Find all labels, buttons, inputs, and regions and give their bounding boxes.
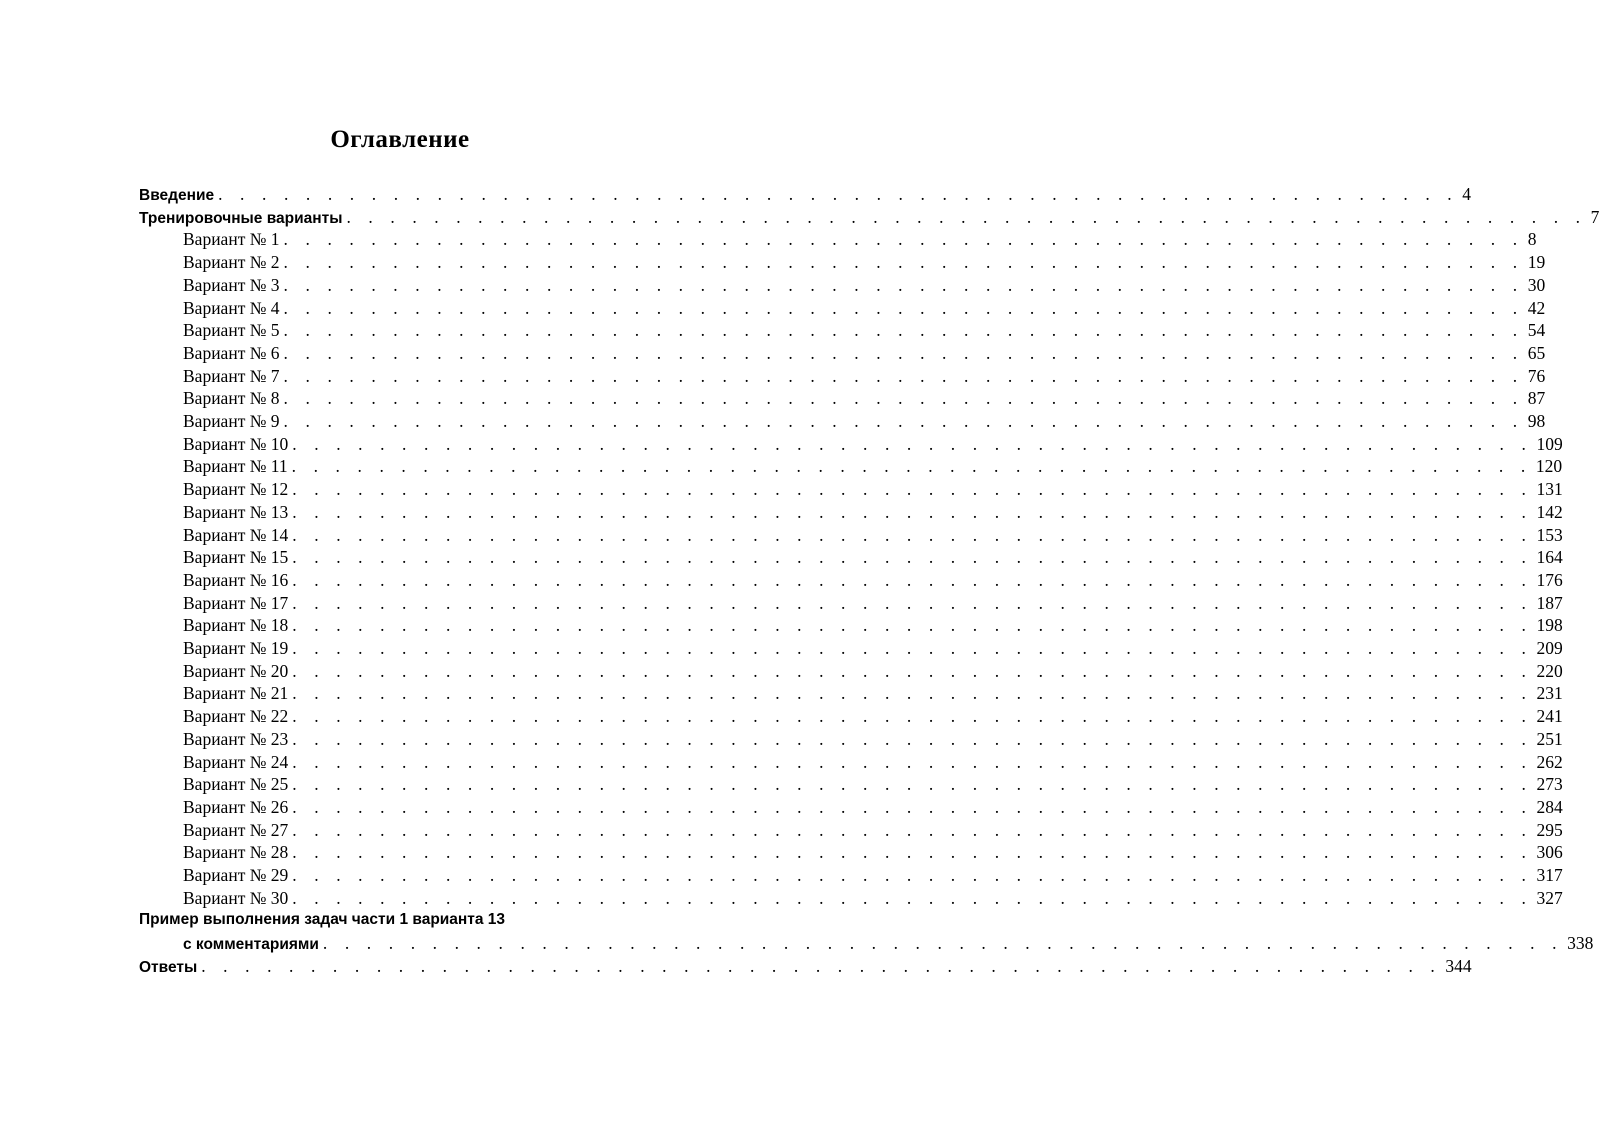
toc-entry-label: Вариант № 7 <box>183 365 280 386</box>
toc-entry-variant[interactable] <box>183 365 1546 388</box>
toc-entry-label: Вариант № 19 <box>183 638 289 658</box>
toc-entry-variant[interactable] <box>183 751 1563 774</box>
toc-entry-page: 187 <box>1536 592 1563 613</box>
toc-entry-variant[interactable] <box>183 569 1563 592</box>
toc-entry-page: 251 <box>1536 728 1563 749</box>
toc-entry-variant[interactable] <box>183 864 1563 887</box>
dot-leader: . . . . . . . . . . . . . . . . . . . . . . . . . . . . . . . . . . . . . . . . . . . . . . . . . . . . . . . . . <box>292 524 1533 545</box>
toc-entry-label: Вариант № 16 <box>183 569 289 590</box>
toc-entry-page: 198 <box>1536 615 1563 636</box>
page-title: Оглавление <box>330 126 470 153</box>
toc-entry-page: 327 <box>1536 887 1563 908</box>
toc-entry-variant[interactable] <box>183 274 1546 297</box>
toc-entry-variant[interactable] <box>183 501 1563 524</box>
toc-entry-page: 109 <box>1536 433 1563 454</box>
dot-leader: . . . . . . . . . . . . . . . . . . . . . . . . . . . . . . . . . . . . . . . . . . . . . . . . . . . . . . . . . <box>283 365 1524 386</box>
dot-leader: . . . . . . . . . . . . . . . . . . . . . . . . . . . . . . . . . . . . . . . . . . . . . . . . . . . . . . . . . <box>292 751 1533 772</box>
dot-leader: . . . . . . . . . . . . . . . . . . . . . . . . . . . . . . . . . . . . . . . . . . . . . . . . . . . . . . . . . <box>292 728 1533 749</box>
toc-entry-label: Вариант № 14 <box>183 524 289 545</box>
toc-entry-page: 273 <box>1536 774 1563 795</box>
toc-entry-variant[interactable] <box>183 637 1563 660</box>
toc-entry-label: Вариант № 12 <box>183 479 289 500</box>
toc-entry-label: Вариант № 29 <box>183 865 289 885</box>
toc-entry-label: Вариант № 26 <box>183 796 289 817</box>
toc-entry-example[interactable] <box>183 932 1594 955</box>
toc-entry-label: Ответы <box>139 958 198 976</box>
dot-leader: . . . . . . . . . . . . . . . . . . . . . . . . . . . . . . . . . . . . . . . . . . . . . . . . . . . . . . . . . <box>218 184 1459 204</box>
toc-entry-page: 98 <box>1527 411 1546 431</box>
toc-entry-variant[interactable] <box>183 887 1563 910</box>
toc-entry-label: Вариант № 23 <box>183 728 289 749</box>
toc-entry-variant[interactable] <box>183 297 1546 320</box>
toc-entry-introduction[interactable] <box>139 183 1472 206</box>
toc-entry-page: 42 <box>1527 297 1546 318</box>
toc-entry-label: Вариант № 10 <box>183 433 289 454</box>
dot-leader: . . . . . . . . . . . . . . . . . . . . . . . . . . . . . . . . . . . . . . . . . . . . . . . . . . . . . . . . . <box>292 887 1533 908</box>
dot-leader: . . . . . . . . . . . . . . . . . . . . . . . . . . . . . . . . . . . . . . . . . . . . . . . . . . . . . . . . . <box>283 411 1524 431</box>
toc-entry-page: 65 <box>1527 342 1546 363</box>
toc-entry-page: 306 <box>1536 842 1563 863</box>
toc-entry-variant[interactable] <box>183 614 1563 637</box>
toc-entry-variant[interactable] <box>183 387 1546 410</box>
dot-leader: . . . . . . . . . . . . . . . . . . . . . . . . . . . . . . . . . . . . . . . . . . . . . . . . . . . . . . . . . <box>283 252 1524 273</box>
toc-entry-label: Вариант № 1 <box>183 229 280 250</box>
toc-entry-variant[interactable] <box>183 524 1563 547</box>
toc-entry-page: 262 <box>1536 751 1563 772</box>
dot-leader: . . . . . . . . . . . . . . . . . . . . . . . . . . . . . . . . . . . . . . . . . . . . . . . . . . . . . . . . . <box>292 683 1533 704</box>
toc-entry-page: 295 <box>1536 819 1563 840</box>
dot-leader: . . . . . . . . . . . . . . . . . . . . . . . . . . . . . . . . . . . . . . . . . . . . . . . . . . . . . . . . . <box>292 865 1533 885</box>
toc-entry-label: Вариант № 9 <box>183 411 280 431</box>
toc-entry-label: Вариант № 21 <box>183 683 289 704</box>
toc-entry-label: Вариант № 27 <box>183 819 289 840</box>
toc-entry-variant[interactable] <box>183 773 1563 796</box>
dot-leader: . . . . . . . . . . . . . . . . . . . . . . . . . . . . . . . . . . . . . . . . . . . . . . . . . . . . . . . . . <box>292 433 1533 454</box>
dot-leader: . . . . . . . . . . . . . . . . . . . . . . . . . . . . . . . . . . . . . . . . . . . . . . . . . . . . . . . . . <box>292 592 1533 613</box>
toc-entry-label: Вариант № 11 <box>183 456 288 477</box>
dot-leader: . . . . . . . . . . . . . . . . . . . . . . . . . . . . . . . . . . . . . . . . . . . . . . . . . . . . . . . . . <box>283 297 1524 318</box>
toc-entry-label: Вариант № 8 <box>183 388 280 409</box>
toc-entry-page: 30 <box>1527 274 1546 295</box>
toc-entry-label: Вариант № 20 <box>183 660 289 681</box>
toc-entry-page: 231 <box>1536 683 1563 704</box>
dot-leader: . . . . . . . . . . . . . . . . . . . . . . . . . . . . . . . . . . . . . . . . . . . . . . . . . . . . . . . . . <box>283 388 1524 409</box>
toc-entry-label: с комментариями <box>183 936 319 954</box>
toc-entry-page: 176 <box>1536 569 1563 590</box>
dot-leader: . . . . . . . . . . . . . . . . . . . . . . . . . . . . . . . . . . . . . . . . . . . . . . . . . . . . . . . . . <box>283 320 1524 341</box>
toc-entry-label: Вариант № 2 <box>183 252 280 273</box>
toc-entry-page: 344 <box>1445 955 1472 976</box>
toc-entry-label: Вариант № 15 <box>183 547 289 568</box>
toc-entry-page: 87 <box>1527 388 1546 409</box>
toc-entry-example-line1[interactable]: Пример выполнения задач части 1 варианта 13 <box>139 911 506 929</box>
toc-entry-label: Вариант № 28 <box>183 842 289 863</box>
toc-entry-label: Вариант № 3 <box>183 274 280 295</box>
toc-entry-variant[interactable] <box>183 728 1563 751</box>
toc-entry-variant[interactable] <box>183 546 1563 569</box>
toc-entry-label: Вариант № 13 <box>183 501 289 522</box>
dot-leader: . . . . . . . . . . . . . . . . . . . . . . . . . . . . . . . . . . . . . . . . . . . . . . . . . . . . . . . . . <box>292 660 1533 681</box>
toc-entry-variant[interactable] <box>183 819 1563 842</box>
dot-leader: . . . . . . . . . . . . . . . . . . . . . . . . . . . . . . . . . . . . . . . . . . . . . . . . . . . . . . . . . <box>201 955 1442 976</box>
toc-entry-variant[interactable] <box>183 455 1563 478</box>
toc-entry-variant[interactable] <box>183 433 1563 456</box>
toc-entry-label: Вариант № 5 <box>183 320 280 341</box>
toc-entry-label: Вариант № 30 <box>183 887 289 908</box>
dot-leader: . . . . . . . . . . . . . . . . . . . . . . . . . . . . . . . . . . . . . . . . . . . . . . . . . . . . . . . . . <box>292 615 1533 636</box>
toc-entry-label: Вариант № 18 <box>183 615 289 636</box>
dot-leader: . . . . . . . . . . . . . . . . . . . . . . . . . . . . . . . . . . . . . . . . . . . . . . . . . . . . . . . . . <box>283 274 1524 295</box>
dot-leader: . . . . . . . . . . . . . . . . . . . . . . . . . . . . . . . . . . . . . . . . . . . . . . . . . . . . . . . . . <box>346 206 1587 227</box>
toc-entry-page: 164 <box>1536 547 1563 568</box>
toc-entry-label: Вариант № 22 <box>183 706 289 727</box>
toc-entry-page: 120 <box>1535 456 1563 477</box>
toc-entry-page: 54 <box>1527 320 1546 341</box>
dot-leader: . . . . . . . . . . . . . . . . . . . . . . . . . . . . . . . . . . . . . . . . . . . . . . . . . . . . . . . . . <box>292 501 1533 522</box>
toc-entry-page: 284 <box>1536 796 1563 817</box>
toc-entry-page: 338 <box>1567 933 1594 954</box>
toc-entry-page: 76 <box>1527 365 1546 386</box>
dot-leader: . . . . . . . . . . . . . . . . . . . . . . . . . . . . . . . . . . . . . . . . . . . . . . . . . . . . . . . . . <box>292 569 1533 590</box>
dot-leader: . . . . . . . . . . . . . . . . . . . . . . . . . . . . . . . . . . . . . . . . . . . . . . . . . . . . . . . . . <box>292 774 1533 795</box>
toc-entry-page: 142 <box>1536 501 1563 522</box>
toc-entry-variant[interactable] <box>183 342 1546 365</box>
toc-entry-variant[interactable] <box>183 478 1563 501</box>
toc-entry-label: Вариант № 6 <box>183 342 280 363</box>
toc-entry-variant[interactable] <box>183 705 1563 728</box>
toc-entry-variant[interactable] <box>183 592 1563 615</box>
toc-entry-label: Введение <box>139 187 215 204</box>
dot-leader: . . . . . . . . . . . . . . . . . . . . . . . . . . . . . . . . . . . . . . . . . . . . . . . . . . . . . . . . . <box>292 706 1533 727</box>
toc-entry-label: Вариант № 25 <box>183 774 289 795</box>
toc-entry-page: 241 <box>1536 706 1563 727</box>
toc-entry-variant[interactable] <box>183 796 1563 819</box>
dot-leader: . . . . . . . . . . . . . . . . . . . . . . . . . . . . . . . . . . . . . . . . . . . . . . . . . . . . . . . . . <box>291 456 1532 477</box>
dot-leader: . . . . . . . . . . . . . . . . . . . . . . . . . . . . . . . . . . . . . . . . . . . . . . . . . . . . . . . . . <box>283 342 1524 363</box>
toc-entry-training-variants[interactable] <box>139 206 1599 229</box>
dot-leader: . . . . . . . . . . . . . . . . . . . . . . . . . . . . . . . . . . . . . . . . . . . . . . . . . . . . . . . . . <box>292 479 1533 500</box>
dot-leader: . . . . . . . . . . . . . . . . . . . . . . . . . . . . . . . . . . . . . . . . . . . . . . . . . . . . . . . . . <box>283 229 1524 250</box>
toc-entry-page: 131 <box>1536 479 1563 500</box>
toc-entry-page: 8 <box>1527 229 1537 250</box>
dot-leader: . . . . . . . . . . . . . . . . . . . . . . . . . . . . . . . . . . . . . . . . . . . . . . . . . . . . . . . . . <box>292 547 1533 568</box>
toc-entry-label: Вариант № 24 <box>183 751 289 772</box>
dot-leader: . . . . . . . . . . . . . . . . . . . . . . . . . . . . . . . . . . . . . . . . . . . . . . . . . . . . . . . . . <box>292 638 1533 658</box>
toc-entry-variant[interactable] <box>183 228 1537 251</box>
toc-entry-page: 209 <box>1536 638 1563 658</box>
toc-entry-page: 4 <box>1462 184 1472 204</box>
dot-leader: . . . . . . . . . . . . . . . . . . . . . . . . . . . . . . . . . . . . . . . . . . . . . . . . . . . . . . . . . <box>292 796 1533 817</box>
dot-leader: . . . . . . . . . . . . . . . . . . . . . . . . . . . . . . . . . . . . . . . . . . . . . . . . . . . . . . . . . <box>322 933 1564 954</box>
toc-entry-page: 220 <box>1536 660 1563 681</box>
toc-entry-variant[interactable] <box>183 410 1546 433</box>
dot-leader: . . . . . . . . . . . . . . . . . . . . . . . . . . . . . . . . . . . . . . . . . . . . . . . . . . . . . . . . . <box>292 819 1533 840</box>
toc-entry-page: 19 <box>1527 252 1546 273</box>
toc-entry-variant[interactable] <box>183 841 1563 864</box>
toc-entry-page: 153 <box>1536 524 1563 545</box>
toc-entry-label: Вариант № 4 <box>183 297 280 318</box>
toc-entry-label: Тренировочные варианты <box>139 209 343 227</box>
toc-entry-page: 317 <box>1536 865 1563 885</box>
toc-entry-page: 7 <box>1590 206 1599 227</box>
toc-entry-variant[interactable] <box>183 660 1563 683</box>
toc-entry-variant[interactable] <box>183 251 1546 274</box>
dot-leader: . . . . . . . . . . . . . . . . . . . . . . . . . . . . . . . . . . . . . . . . . . . . . . . . . . . . . . . . . <box>292 842 1533 863</box>
toc-entry-label: Вариант № 17 <box>183 592 289 613</box>
toc-entry-answers[interactable] <box>139 955 1472 978</box>
toc-entry-variant[interactable] <box>183 319 1546 342</box>
toc-entry-variant[interactable] <box>183 682 1563 705</box>
